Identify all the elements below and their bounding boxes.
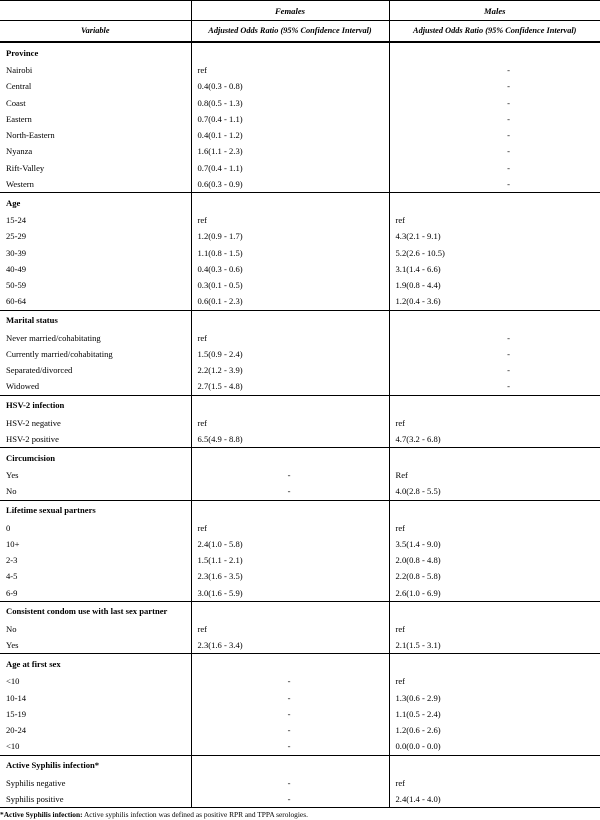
males-aor-cell: 4.3(2.1 - 9.1) xyxy=(389,228,600,244)
females-aor-cell: 1.6(1.1 - 2.3) xyxy=(191,143,389,159)
section-header-row xyxy=(0,395,600,415)
females-aor-cell: 0.3(0.1 - 0.5) xyxy=(191,277,389,293)
section-empty-cell xyxy=(191,500,389,520)
table-row xyxy=(0,346,600,362)
variable-cell: <10 xyxy=(6,741,20,752)
males-aor-cell: 1.2(0.4 - 3.6) xyxy=(389,293,600,310)
variable-cell: Separated/divorced xyxy=(6,365,73,376)
females-aor-cell: - xyxy=(191,791,389,808)
variable-cell: 10-14 xyxy=(6,692,27,703)
females-aor-cell: 0.6(0.1 - 2.3) xyxy=(191,293,389,310)
empty-header-cell xyxy=(0,1,191,21)
females-aor-cell: 0.6(0.3 - 0.9) xyxy=(191,176,389,193)
table-row xyxy=(0,261,600,277)
table-footnote xyxy=(0,808,600,820)
females-aor-cell: 6.5(4.9 - 8.8) xyxy=(191,431,389,448)
column-header-row xyxy=(0,21,600,43)
females-aor-cell: ref xyxy=(191,330,389,346)
males-aor-cell: ref xyxy=(389,775,600,791)
females-aor-cell: 3.0(1.6 - 5.9) xyxy=(191,585,389,602)
section-empty-cell xyxy=(389,601,600,621)
variable-cell: 2-3 xyxy=(6,555,18,566)
males-aor-cell: - xyxy=(389,346,600,362)
variable-cell: HSV-2 negative xyxy=(6,417,61,428)
group-header-row xyxy=(0,1,600,21)
variable-cell: 25-29 xyxy=(6,231,27,242)
females-aor-cell: - xyxy=(191,706,389,722)
table-row xyxy=(0,621,600,637)
females-aor-cell: 2.3(1.6 - 3.4) xyxy=(191,637,389,654)
section-title: Circumcision xyxy=(0,448,191,468)
females-aor-cell: 0.4(0.3 - 0.6) xyxy=(191,261,389,277)
table-row xyxy=(0,520,600,536)
section-header-row xyxy=(0,500,600,520)
males-aor-cell: 1.9(0.8 - 4.4) xyxy=(389,277,600,293)
footnote-label: *Active Syphilis infection: xyxy=(0,810,83,819)
males-aor-cell: - xyxy=(389,362,600,378)
table-row xyxy=(0,431,600,448)
table-row xyxy=(0,738,600,755)
table-row xyxy=(0,467,600,483)
variable-cell: Currently married/cohabitating xyxy=(6,348,113,359)
males-aor-cell: ref xyxy=(389,520,600,536)
section-empty-cell xyxy=(389,193,600,213)
females-aor-cell: - xyxy=(191,467,389,483)
males-aor-cell: 2.2(0.8 - 5.8) xyxy=(389,568,600,584)
variable-cell: Eastern xyxy=(6,113,32,124)
table-row xyxy=(0,536,600,552)
section-empty-cell xyxy=(389,755,600,775)
variable-cell: Central xyxy=(6,81,32,92)
males-aor-cell: 4.7(3.2 - 6.8) xyxy=(389,431,600,448)
section-empty-cell xyxy=(191,654,389,674)
table-row xyxy=(0,277,600,293)
section-title: Age at first sex xyxy=(0,654,191,674)
females-aor-cell: - xyxy=(191,690,389,706)
variable-cell: 0 xyxy=(6,522,11,533)
table-body xyxy=(0,42,600,808)
table-row xyxy=(0,330,600,346)
variable-cell: 10+ xyxy=(6,538,20,549)
variable-cell: Syphilis negative xyxy=(6,777,66,788)
table-row xyxy=(0,483,600,500)
males-aor-cell: - xyxy=(389,127,600,143)
table-row xyxy=(0,127,600,143)
females-aor-cell: ref xyxy=(191,62,389,78)
table-row xyxy=(0,78,600,94)
females-aor-cell: ref xyxy=(191,415,389,431)
section-title: Lifetime sexual partners xyxy=(0,500,191,520)
females-aor-cell: 0.7(0.4 - 1.1) xyxy=(191,111,389,127)
variable-cell: Nyanza xyxy=(6,146,33,157)
variable-cell: 15-24 xyxy=(6,215,27,226)
table-row xyxy=(0,791,600,808)
table-row xyxy=(0,212,600,228)
males-aor-cell: 2.6(1.0 - 6.9) xyxy=(389,585,600,602)
variable-cell: <10 xyxy=(6,676,20,687)
section-header-row xyxy=(0,193,600,213)
table-row xyxy=(0,690,600,706)
males-aor-cell: 3.1(1.4 - 6.6) xyxy=(389,261,600,277)
females-aor-cell: 1.5(0.9 - 2.4) xyxy=(191,346,389,362)
males-aor-cell: 2.1(1.5 - 3.1) xyxy=(389,637,600,654)
table-row xyxy=(0,111,600,127)
table-row xyxy=(0,362,600,378)
table-row xyxy=(0,552,600,568)
females-aor-cell: ref xyxy=(191,621,389,637)
females-aor-cell: 1.5(1.1 - 2.1) xyxy=(191,552,389,568)
females-aor-cell: - xyxy=(191,483,389,500)
males-aor-cell: - xyxy=(389,111,600,127)
females-aor-cell: 0.7(0.4 - 1.1) xyxy=(191,160,389,176)
variable-cell: Syphilis positive xyxy=(0,791,191,808)
variable-cell: Western xyxy=(6,178,34,189)
males-aor-cell: 3.5(1.4 - 9.0) xyxy=(389,536,600,552)
table-row xyxy=(0,722,600,738)
females-aor-cell: ref xyxy=(191,212,389,228)
variable-cell: Rift-Valley xyxy=(6,162,45,173)
footnote-text: Active syphilis infection was defined as positive RPR and TPPA serologies. xyxy=(82,810,308,819)
males-aor-cell: - xyxy=(389,330,600,346)
section-empty-cell xyxy=(191,193,389,213)
variable-cell: Nairobi xyxy=(6,65,33,76)
variable-cell: No xyxy=(6,486,17,497)
variable-cell: 15-19 xyxy=(6,708,27,719)
females-aor-cell: 0.4(0.3 - 0.8) xyxy=(191,78,389,94)
variable-cell: North-Eastern xyxy=(6,130,55,141)
variable-cell: No xyxy=(6,623,17,634)
section-header-row xyxy=(0,448,600,468)
males-column-header: Adjusted Odds Ratio (95% Confidence Interval) xyxy=(389,21,600,43)
variable-cell: 30-39 xyxy=(6,247,27,258)
section-empty-cell xyxy=(389,395,600,415)
section-title: Province xyxy=(0,42,191,62)
males-aor-cell: - xyxy=(389,176,600,193)
males-aor-cell: 1.1(0.5 - 2.4) xyxy=(389,706,600,722)
variable-cell: Widowed xyxy=(6,381,40,392)
variable-cell: 6-9 xyxy=(6,587,18,598)
section-empty-cell xyxy=(389,448,600,468)
variable-cell: 4-5 xyxy=(6,571,18,582)
table-row xyxy=(0,775,600,791)
table-row xyxy=(0,228,600,244)
males-aor-cell: 2.0(0.8 - 4.8) xyxy=(389,552,600,568)
section-header-row xyxy=(0,310,600,330)
table-row xyxy=(0,95,600,111)
females-aor-cell: 2.2(1.2 - 3.9) xyxy=(191,362,389,378)
section-empty-cell xyxy=(191,755,389,775)
males-aor-cell: 5.2(2.6 - 10.5) xyxy=(389,245,600,261)
table-row xyxy=(0,176,600,193)
section-empty-cell xyxy=(389,500,600,520)
females-aor-cell: - xyxy=(191,738,389,755)
males-aor-cell: Ref xyxy=(389,467,600,483)
section-header-row xyxy=(0,601,600,621)
males-aor-cell: 0.0(0.0 - 0.0) xyxy=(389,738,600,755)
section-empty-cell xyxy=(191,42,389,62)
variable-cell: 20-24 xyxy=(6,725,27,736)
table-row xyxy=(0,62,600,78)
section-empty-cell xyxy=(191,448,389,468)
females-column-header: Adjusted Odds Ratio (95% Confidence Interval) xyxy=(191,21,389,43)
males-aor-cell: - xyxy=(389,62,600,78)
males-aor-cell: 2.4(1.4 - 4.0) xyxy=(389,791,600,808)
table-row xyxy=(0,568,600,584)
females-aor-cell: 2.4(1.0 - 5.8) xyxy=(191,536,389,552)
females-aor-cell: ref xyxy=(191,520,389,536)
males-aor-cell: - xyxy=(389,378,600,395)
table-row xyxy=(0,673,600,689)
section-title: Marital status xyxy=(0,310,191,330)
table-row xyxy=(0,706,600,722)
females-aor-cell: - xyxy=(191,722,389,738)
females-aor-cell: 2.7(1.5 - 4.8) xyxy=(191,378,389,395)
section-empty-cell xyxy=(191,601,389,621)
section-empty-cell xyxy=(389,654,600,674)
females-group-header: Females xyxy=(191,1,389,21)
table-row xyxy=(0,415,600,431)
females-aor-cell: - xyxy=(191,775,389,791)
variable-cell: Coast xyxy=(6,97,26,108)
section-empty-cell xyxy=(191,310,389,330)
section-title: Active Syphilis infection* xyxy=(0,755,191,775)
section-title: HSV-2 infection xyxy=(0,395,191,415)
males-aor-cell: 4.0(2.8 - 5.5) xyxy=(389,483,600,500)
males-group-header: Males xyxy=(389,1,600,21)
variable-cell: HSV-2 positive xyxy=(6,433,59,444)
males-aor-cell: ref xyxy=(389,415,600,431)
variable-cell: 40-49 xyxy=(6,263,27,274)
table-row xyxy=(0,378,600,395)
variable-column-header: Variable xyxy=(0,21,191,43)
males-aor-cell: 1.3(0.6 - 2.9) xyxy=(389,690,600,706)
males-aor-cell: - xyxy=(389,95,600,111)
males-aor-cell: - xyxy=(389,78,600,94)
females-aor-cell: - xyxy=(191,673,389,689)
table-row xyxy=(0,143,600,159)
females-aor-cell: 1.2(0.9 - 1.7) xyxy=(191,228,389,244)
section-header-row xyxy=(0,42,600,62)
section-title: Consistent condom use with last sex partner xyxy=(0,601,191,621)
females-aor-cell: 0.4(0.1 - 1.2) xyxy=(191,127,389,143)
variable-cell: Yes xyxy=(6,470,19,481)
females-aor-cell: 2.3(1.6 - 3.5) xyxy=(191,568,389,584)
males-aor-cell: - xyxy=(389,143,600,159)
variable-cell: 50-59 xyxy=(6,280,27,291)
table-row xyxy=(0,637,600,654)
table-row xyxy=(0,293,600,310)
table-row xyxy=(0,245,600,261)
section-header-row xyxy=(0,755,600,775)
section-empty-cell xyxy=(389,310,600,330)
males-aor-cell: ref xyxy=(389,673,600,689)
males-aor-cell: ref xyxy=(389,212,600,228)
females-aor-cell: 0.8(0.5 - 1.3) xyxy=(191,95,389,111)
variable-cell: Yes xyxy=(6,640,19,651)
section-empty-cell xyxy=(191,395,389,415)
variable-cell: Never married/cohabitating xyxy=(6,332,101,343)
males-aor-cell: ref xyxy=(389,621,600,637)
table-row xyxy=(0,585,600,602)
males-aor-cell: 1.2(0.6 - 2.6) xyxy=(389,722,600,738)
table-row xyxy=(0,160,600,176)
section-header-row xyxy=(0,654,600,674)
section-empty-cell xyxy=(389,42,600,62)
females-aor-cell: 1.1(0.8 - 1.5) xyxy=(191,245,389,261)
section-title: Age xyxy=(0,193,191,213)
variable-cell: 60-64 xyxy=(6,296,27,307)
males-aor-cell: - xyxy=(389,160,600,176)
